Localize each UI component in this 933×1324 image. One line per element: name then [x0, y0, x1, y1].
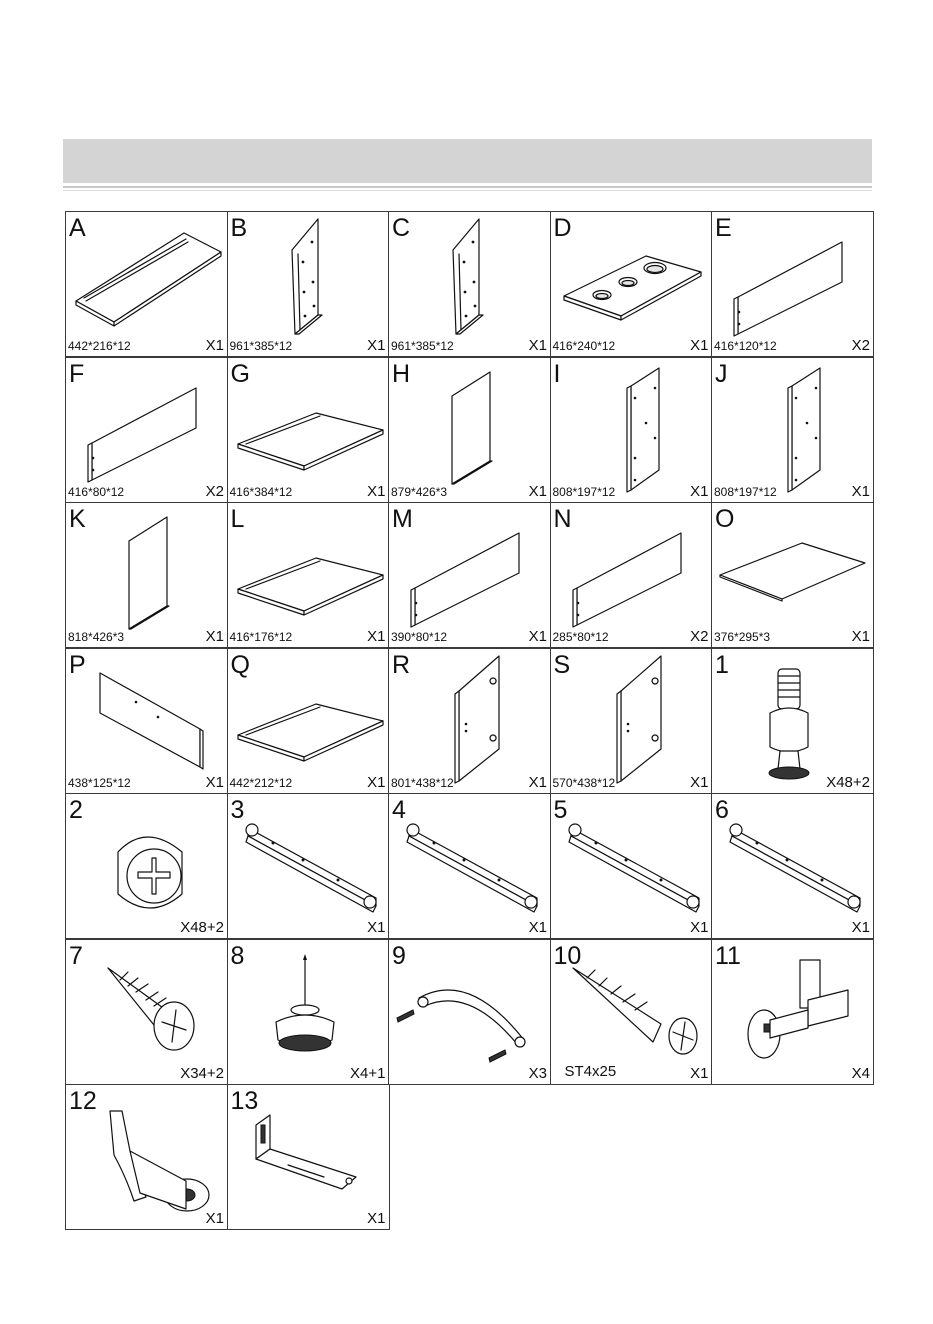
part-label: M — [392, 505, 413, 533]
part-quantity: X2 — [851, 337, 870, 354]
part-cell — [65, 357, 228, 503]
part-label: O — [715, 505, 735, 533]
part-quantity: X1 — [205, 628, 224, 645]
part-label: 11 — [715, 941, 741, 970]
part-cell — [227, 1084, 390, 1230]
part-cell — [65, 211, 228, 357]
part-label: 12 — [69, 1087, 97, 1115]
part-dimensions: 285*80*12 — [552, 630, 609, 644]
part-label: Q — [230, 650, 250, 679]
header-rule — [63, 186, 872, 188]
part-dimensions: 416*240*12 — [552, 339, 616, 353]
part-cell — [711, 648, 874, 794]
part-quantity: X1 — [528, 919, 547, 936]
part-cell — [65, 939, 228, 1085]
part-quantity: X1 — [367, 628, 386, 645]
part-label: F — [69, 359, 85, 388]
part-cell — [227, 793, 390, 939]
part-quantity: X1 — [528, 628, 547, 645]
part-label: J — [715, 359, 728, 388]
part-label: 9 — [392, 941, 406, 970]
part-dimensions: 442*216*12 — [68, 339, 131, 353]
part-cell — [388, 793, 551, 939]
part-label: A — [69, 214, 86, 242]
part-label: H — [392, 359, 411, 388]
part-cell — [711, 939, 874, 1085]
part-quantity: X1 — [690, 773, 709, 791]
part-label: E — [715, 214, 732, 242]
part-label: D — [553, 214, 572, 242]
part-cell — [550, 357, 713, 503]
part-label: N — [553, 505, 572, 533]
part-cell — [227, 357, 390, 503]
part-cell — [550, 502, 713, 648]
part-quantity: X1 — [205, 773, 224, 791]
part-dimensions: 801*438*12 — [391, 775, 454, 790]
part-quantity: X1 — [528, 337, 547, 354]
part-label: G — [230, 359, 250, 388]
part-cell — [388, 939, 551, 1085]
part-dimensions: 570*438*12 — [552, 775, 616, 790]
part-dimensions: 376*295*3 — [714, 630, 771, 644]
part-label: I — [553, 359, 561, 388]
part-label: L — [230, 505, 245, 533]
part-dimensions: 390*80*12 — [391, 630, 448, 644]
part-quantity: X1 — [851, 628, 870, 645]
part-cell — [65, 648, 228, 794]
part-label: S — [553, 650, 571, 679]
part-quantity: X4 — [851, 1064, 870, 1082]
part-cell — [550, 793, 713, 939]
part-quantity: X2 — [205, 482, 224, 500]
part-quantity: X4+1 — [350, 1064, 386, 1082]
part-quantity: X1 — [205, 337, 224, 354]
part-quantity: X34+2 — [180, 1064, 224, 1082]
part-label: 6 — [715, 796, 729, 824]
part-cell — [227, 939, 390, 1085]
part-label: 3 — [230, 796, 245, 824]
part-cell — [711, 793, 874, 939]
part-quantity: X48+2 — [180, 919, 224, 936]
part-label: R — [392, 650, 411, 679]
part-label: C — [392, 214, 411, 242]
part-quantity: X1 — [528, 773, 547, 791]
part-dimensions: ST4x25 — [564, 1062, 617, 1080]
part-quantity: X1 — [690, 919, 709, 936]
parts-grid — [65, 211, 875, 1231]
part-label: 7 — [69, 941, 83, 970]
part-label: 13 — [230, 1087, 259, 1115]
part-label: 10 — [553, 941, 582, 970]
part-dimensions: 416*120*12 — [714, 339, 777, 353]
part-quantity: X1 — [205, 1210, 224, 1227]
part-cell — [65, 793, 228, 939]
part-cell — [711, 211, 874, 357]
part-cell — [711, 502, 874, 648]
part-dimensions: 818*426*3 — [68, 630, 125, 644]
part-cell — [227, 211, 390, 357]
part-cell — [388, 211, 551, 357]
part-dimensions: 438*125*12 — [68, 775, 131, 790]
part-quantity: X1 — [851, 919, 870, 936]
part-quantity: X3 — [528, 1064, 547, 1082]
part-label: 5 — [553, 796, 568, 824]
part-label: 8 — [230, 941, 245, 970]
part-label: 1 — [715, 650, 729, 679]
part-cell — [65, 502, 228, 648]
part-quantity: X1 — [367, 773, 386, 791]
part-dimensions: 416*80*12 — [68, 484, 125, 499]
part-label: 4 — [392, 796, 406, 824]
part-quantity: X1 — [367, 1210, 386, 1227]
part-dimensions: 961*385*12 — [391, 339, 454, 353]
part-cell — [550, 648, 713, 794]
part-cell — [388, 648, 551, 794]
part-quantity: X2 — [690, 628, 709, 645]
header-rule-thin — [63, 190, 872, 191]
part-cell — [227, 502, 390, 648]
part-label: K — [69, 505, 86, 533]
part-cell — [550, 939, 713, 1085]
part-quantity: X1 — [690, 482, 709, 500]
part-label: 2 — [69, 796, 83, 824]
part-quantity: X1 — [367, 337, 386, 354]
part-cell — [227, 648, 390, 794]
part-dimensions: 808*197*12 — [552, 484, 616, 499]
part-quantity: X48+2 — [826, 773, 870, 791]
part-cell — [388, 357, 551, 503]
part-dimensions: 442*212*12 — [229, 775, 293, 790]
part-quantity: X1 — [367, 919, 386, 936]
part-quantity: X1 — [690, 1064, 709, 1082]
part-cell — [388, 502, 551, 648]
part-dimensions: 416*176*12 — [229, 630, 293, 644]
part-quantity: X1 — [528, 482, 547, 500]
part-quantity: X1 — [851, 482, 870, 500]
part-label: P — [69, 650, 86, 679]
part-cell — [711, 357, 874, 503]
part-dimensions: 961*385*12 — [229, 339, 293, 353]
part-dimensions: 879*426*3 — [391, 484, 448, 499]
part-label: B — [230, 214, 248, 242]
part-cell — [550, 211, 713, 357]
part-dimensions: 416*384*12 — [229, 484, 293, 499]
header-banner — [63, 139, 872, 183]
part-dimensions: 808*197*12 — [714, 484, 777, 499]
part-quantity: X1 — [367, 482, 386, 500]
part-cell — [65, 1084, 228, 1230]
part-quantity: X1 — [690, 337, 709, 354]
